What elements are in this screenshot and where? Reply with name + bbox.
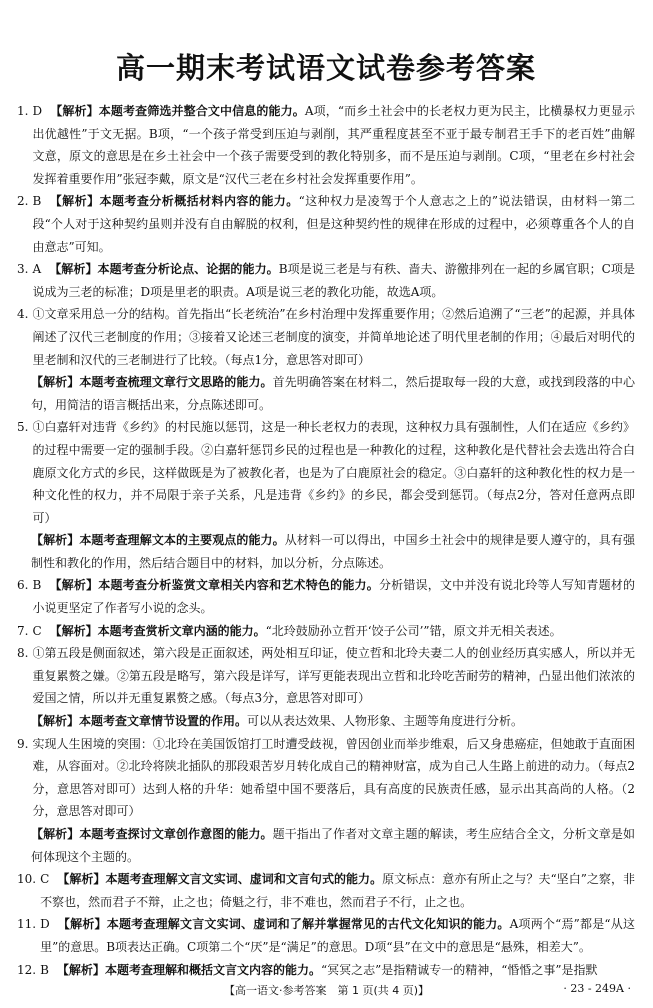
analysis-text: 从材料一可以得出，中国乡土社会中的规律是要人遵守的，具有强制性和教化的作用，然后结合题目中的材料，加以分析，分点陈述。 (31, 533, 635, 570)
analysis-topic: 本题考查筛选并整合文中信息的能力。 (98, 104, 305, 118)
analysis-tag: 【解析】 (31, 714, 80, 729)
analysis-topic: 本题考查文章情节设置的作用。 (79, 714, 248, 729)
analysis-topic: 本题考查分析鉴赏文章相关内容和艺术特色的能力。 (98, 578, 379, 593)
analysis-tag: 【解析】 (31, 375, 80, 390)
question-number: 8. (17, 646, 29, 661)
analysis-tag: 【解析】 (49, 578, 99, 593)
analysis-topic: 本题考查理解文本的主要观点的能力。 (79, 533, 285, 548)
question-body (40, 868, 635, 913)
analysis-tag: 【解析】 (49, 262, 98, 277)
analysis-tag: 【解析】 (56, 962, 105, 977)
analysis-text: 原文标点：意亦有所止之与？夫“坚白”之察，非不察也，然而君子不辩，止之也；倚魁之行，非不难也，然而君子不行，止之也。 (40, 872, 635, 909)
question-body (32, 416, 635, 529)
question-body (32, 620, 635, 643)
page-footer (0, 982, 653, 998)
footer-page-info: 【高一语文·参考答案 第 1 页(共 4 页)】 (223, 984, 430, 997)
answer-letter: C (32, 623, 42, 638)
analysis-topic: 本题考查理解文言文实词、虚词和了解并掌握常见的古代文化知识的能力。 (106, 917, 510, 932)
answer-text: ①第五段是侧面叙述，第六段是正面叙述，两处相互印证，使立哲和北玲夫妻二人的创业经历真实感人，所以并无重复累赘之嫌。②第五段是略写，第六段是详写，详写更能表现出立哲和北玲吃苦耐劳的精神，凸显出他们浓浓的爱国之情，所以并无重复累赘之感。（每点3分，意思答对即可） (32, 646, 635, 706)
analysis-tag: 【解析】 (49, 194, 100, 209)
answer-text: ①白嘉轩对违背《乡约》的村民施以惩罚，这是一种长老权力的表现，这种权力具有强制性，人们在适应《乡约》的过程中需要一定的强制手段。②白嘉轩惩罚乡民的过程也是一种教化的过程，这种教化是代替社会去选出符合白鹿原文化方式的乡民，这样做既是为了被教化者，也是为了白鹿原社会的稳定。③白嘉轩的这种教化性的权力是一种文化性的权力，并不局限于亲子关系，凡是违背《乡约》的乡民，都会受到惩罚。（每点2分，答对任意两点即可） (32, 420, 635, 525)
answer-letter: D (32, 104, 43, 118)
question-number: 2. (17, 194, 29, 209)
question-2 (17, 190, 635, 258)
answer-letter: B (40, 962, 49, 977)
analysis-text: A项两个“焉”都是“从这里”的意思。B项表达正确。C项第二个“厌”是“满足”的意思。D项“县”在文中的意思是“悬殊，相差大”。 (40, 917, 635, 954)
analysis-topic: 本题考查理解文言文实词、虚词和文言句式的能力。 (105, 872, 383, 887)
question-5-analysis (17, 529, 635, 574)
question-number: 6. (17, 578, 29, 593)
analysis-text: B项是说三老是与有秩、啬夫、游徼排列在一起的乡属官职；C项是说成为三老的标准；D项是里老的职责。A项是说三老的教化功能，故选A项。 (32, 262, 635, 299)
question-6 (17, 574, 635, 619)
analysis-text: 首先明确答案在材料二，然后提取每一段的大意，或找到段落的中心句，用简洁的语言概括出来，分点陈述即可。 (31, 375, 635, 412)
answer-text: ①文章采用总一分的结构。首先指出“长老统治”在乡村治理中发挥重要作用；②然后追溯了“三老”的起源，并具体阐述了汉代三老制度的作用；③接着又论述三老制度的演变，并简单地论述了明代里老制的作用；④最后对明代的里老制和汉代的三老制进行了比较。（每点1分，意思答对即可） (32, 307, 635, 367)
answer-letter: A (32, 262, 42, 277)
question-3 (17, 258, 635, 303)
question-10 (17, 868, 635, 913)
analysis-text: A项，“而乡土社会中的长老权力更为民主，比横暴权力更显示出优越性”于文无据。B项，“一个孩子常受到压迫与剥削，其严重程度甚至不亚于最专制君王手下的老百姓”曲解文意，原文的意思是在乡土社会中一个孩子需要受到的教化特别多，而不是压迫与剥削。C项，“里老在乡村社会发挥着重要作用”张冠李戴，原文是“汉代三老在乡村社会发挥重要作用”。 (32, 104, 635, 186)
analysis-tag: 【解析】 (31, 533, 80, 548)
question-4-analysis (17, 371, 635, 416)
footer-code: · 23 - 249A · (563, 982, 631, 995)
question-9-analysis (17, 823, 635, 868)
analysis-topic: 本题考查探讨文章创作意图的能力。 (79, 827, 273, 841)
analysis-text: 分析错误，文中并没有说北玲等人写知青题材的小说更坚定了作者写小说的念头。 (32, 578, 635, 616)
question-body (32, 303, 635, 371)
answer-letter: B (32, 194, 42, 209)
question-8-analysis (17, 710, 635, 733)
question-body (32, 574, 635, 619)
analysis-tag: 【解析】 (57, 872, 106, 887)
question-4 (17, 303, 635, 371)
analysis-tag: 【解析】 (49, 623, 98, 638)
question-body (32, 190, 635, 258)
question-number: 7. (17, 623, 29, 638)
question-number: 3. (17, 262, 29, 277)
analysis-text: 可以从表达效果、人物形象、主题等角度进行分析。 (247, 714, 524, 729)
analysis-topic: 本题考查赏析文章内涵的能力。 (97, 623, 266, 638)
question-number: 10. (17, 872, 37, 887)
question-number: 5. (17, 420, 29, 435)
analysis-tag: 【解析】 (57, 917, 107, 932)
question-11 (17, 913, 635, 958)
analysis-text: 题干指出了作者对文章主题的解读，考生应结合全文，分析文章是如何体现这个主题的。 (31, 827, 635, 864)
analysis-topic: 本题考查分析概括材料内容的能力。 (99, 194, 299, 209)
question-8 (17, 642, 635, 710)
analysis-tag: 【解析】 (50, 104, 99, 118)
question-body (32, 258, 635, 303)
question-1 (17, 100, 635, 190)
analysis-text: “这种权力是凌驾于个人意志之上的”说法错误，由材料一第二段“个人对于这种契约虽则并没有自由解脱的权利，但是这种契约性的规律在形成的过程中，必须尊重各个人的自由意志”可知。 (32, 194, 635, 254)
question-number: 9. (17, 736, 29, 751)
question-5 (17, 416, 635, 529)
analysis-text: “北玲鼓励孙立哲开‘饺子公司’”错，原文并无相关表述。 (265, 623, 562, 638)
answer-letter: D (40, 917, 50, 932)
page-title: 高一期末考试语文试卷参考答案 (115, 51, 536, 85)
analysis-tag: 【解析】 (31, 827, 80, 841)
question-body (32, 733, 635, 823)
question-body (40, 913, 635, 958)
question-number: 4. (17, 307, 29, 322)
answer-letter: B (32, 578, 42, 593)
question-12 (17, 959, 635, 982)
question-number: 11. (17, 917, 37, 932)
analysis-text: “冥冥之志”是指精诚专一的精神，“惛惛之事”是指默 (320, 962, 598, 977)
analysis-topic: 本题考查分析论点、论据的能力。 (97, 262, 279, 277)
question-body (32, 100, 635, 190)
answer-text: 实现人生困境的突围：①北玲在美国饭馆打工时遭受歧视，曾因创业而举步维艰，后又身患癌症，但她敢于直面困难，从容面对。②北玲将陕北插队的那段艰苦岁月转化成自己的精神财富，成为自己人生路上前进的动力。（每点2分，意思答对即可）达到人格的升华：她希望中国不要落后，具有高度的民族责任感，显示出其高尚的人格。（2分，意思答对即可） (32, 736, 635, 819)
question-number: 1. (17, 104, 29, 118)
question-number: 12. (17, 962, 37, 977)
question-body (40, 959, 635, 982)
answer-letter: C (40, 872, 50, 887)
analysis-topic: 本题考查梳理文章行文思路的能力。 (79, 375, 273, 390)
question-body (32, 642, 635, 710)
question-7 (17, 620, 635, 643)
answer-content (17, 100, 635, 981)
question-9 (17, 733, 635, 823)
analysis-topic: 本题考查理解和概括文言文内容的能力。 (104, 962, 321, 977)
